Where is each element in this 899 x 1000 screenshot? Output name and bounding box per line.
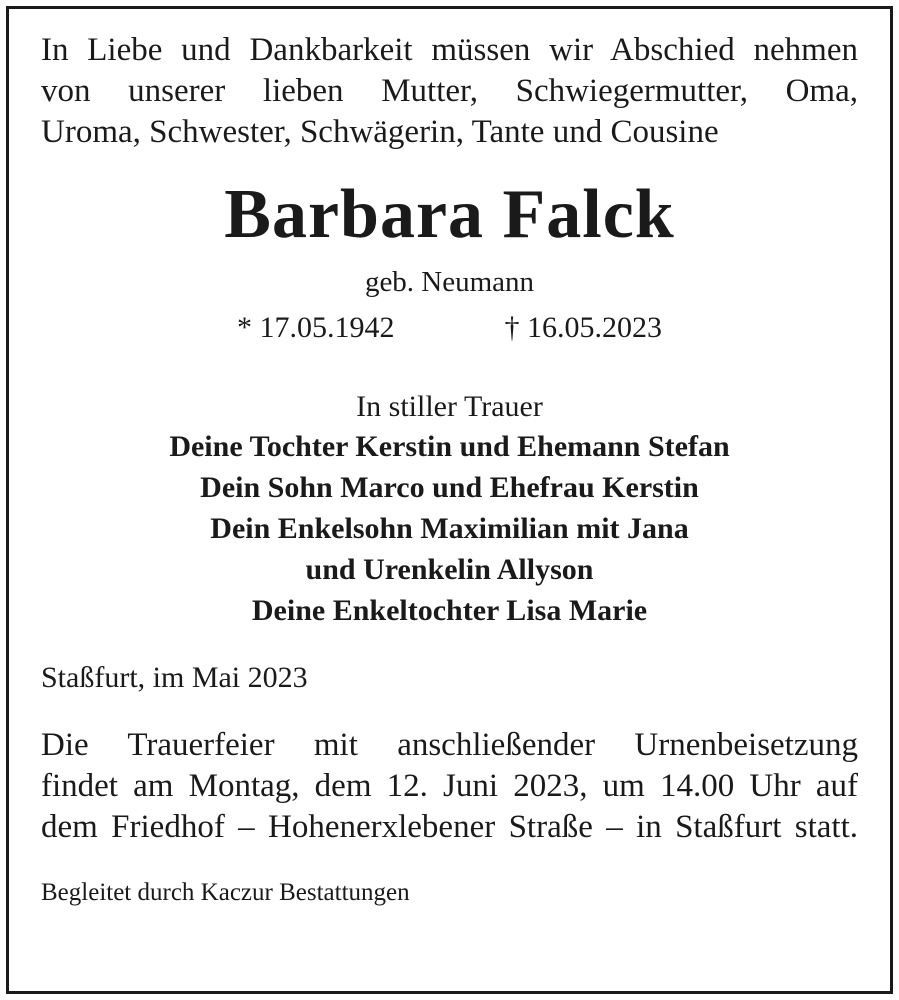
maiden-name: geb. Neumann bbox=[364, 266, 535, 298]
intro-line: Uroma, Schwester, Schwägerin, Tante und Cousine bbox=[41, 114, 719, 150]
mourners-list bbox=[41, 426, 858, 631]
mourning-heading: In stiller Trauer bbox=[356, 390, 543, 423]
service-info bbox=[41, 725, 858, 848]
intro-line: In Liebe und Dankbarkeit müssen wir Abschied nehmen bbox=[41, 32, 858, 68]
intro-line: von unserer lieben Mutter, Schwiegermutter, Oma, bbox=[41, 73, 858, 109]
undertaker-credit: Begleitet durch Kaczur Bestattungen bbox=[41, 879, 410, 906]
obituary-notice bbox=[41, 30, 858, 908]
birth-date: * 17.05.1942 bbox=[237, 311, 395, 344]
intro-text bbox=[41, 30, 858, 153]
mourner-line: Deine Enkeltochter Lisa Marie bbox=[251, 594, 648, 627]
service-line: dem Friedhof – Hohenerxlebener Straße – in Staßfurt statt. bbox=[41, 809, 858, 845]
mourner-line: und Urenkelin Allyson bbox=[305, 553, 594, 586]
mourner-line: Dein Enkelsohn Maximilian mit Jana bbox=[210, 512, 689, 545]
life-dates bbox=[41, 309, 858, 347]
service-line: Die Trauerfeier mit anschließender Urnenbeisetzung bbox=[41, 727, 858, 763]
mourner-line: Dein Sohn Marco und Ehefrau Kerstin bbox=[200, 471, 699, 504]
service-line: findet am Montag, dem 12. Juni 2023, um 14.00 Uhr auf bbox=[41, 768, 858, 804]
death-date: † 16.05.2023 bbox=[504, 311, 662, 344]
mourner-line: Deine Tochter Kerstin und Ehemann Stefan bbox=[169, 430, 730, 463]
deceased-name: Barbara Falck bbox=[224, 176, 675, 253]
place-date: Staßfurt, im Mai 2023 bbox=[41, 661, 308, 694]
